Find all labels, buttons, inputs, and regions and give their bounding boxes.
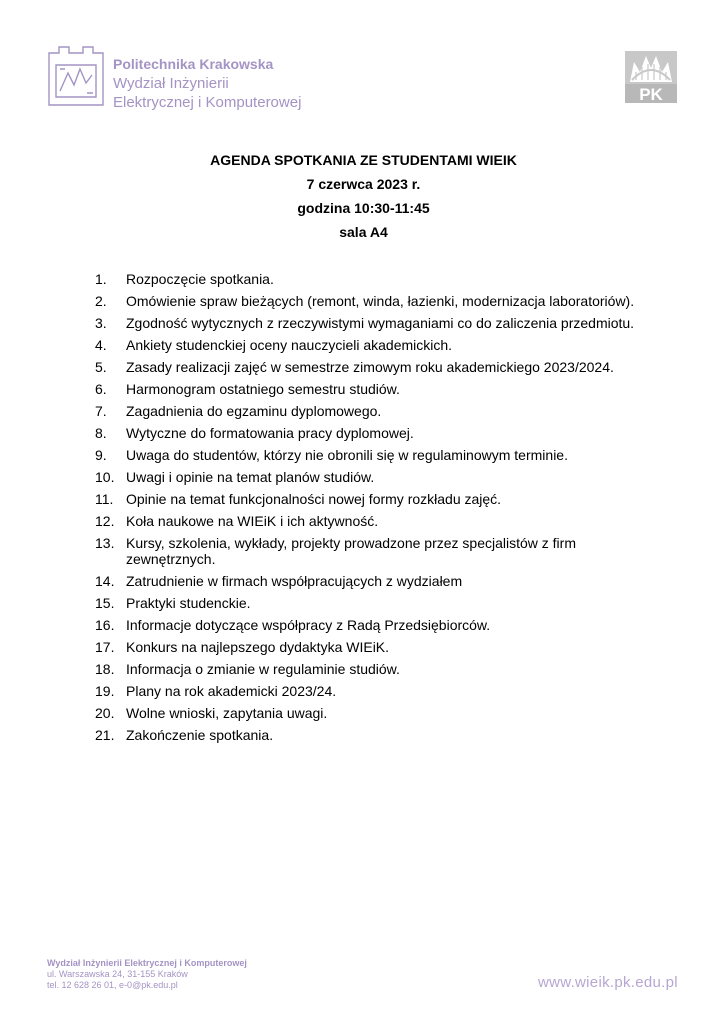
agenda-title: AGENDA SPOTKANIA ZE STUDENTAMI WIEIK: [210, 152, 517, 168]
agenda-item-text: Wytyczne do formatowania pracy dyplomowej.: [126, 425, 414, 441]
agenda-list: [0, 268, 727, 746]
university-name: Politechnika Krakowska: [113, 56, 274, 72]
agenda-item-text: Uwaga do studentów, którzy nie obronili się w regulaminowym terminie.: [126, 447, 568, 463]
faculty-name-line1: Wydział Inżynierii: [113, 75, 229, 92]
agenda-item: [0, 532, 727, 570]
agenda-item-text: Ankiety studenckiej oceny nauczycieli akademickich.: [126, 337, 453, 353]
agenda-item: [0, 378, 727, 400]
pk-logo-icon: [624, 50, 678, 104]
agenda-item-number: 8.: [95, 425, 107, 441]
agenda-item-text: Zgodność wytycznych z rzeczywistymi wymaganiami co do zaliczenia przedmiotu.: [126, 315, 635, 331]
agenda-item-text: Omówienie spraw bieżących (remont, winda, łazienki, modernizacja laboratoriów).: [126, 293, 635, 309]
agenda-item-number: 18.: [95, 661, 115, 677]
agenda-item: [0, 290, 727, 312]
agenda-item: [0, 680, 727, 702]
agenda-item-text: Opinie na temat funkcjonalności nowej formy rozkładu zajęć.: [126, 491, 502, 507]
footer-address-block: [47, 958, 247, 991]
agenda-item: [0, 724, 727, 746]
agenda-item: [0, 510, 727, 532]
faculty-name-line2: Elektrycznej i Komputerowej: [113, 94, 302, 111]
agenda-item: [0, 422, 727, 444]
agenda-item-number: 7.: [95, 403, 107, 419]
agenda-item-text: Wolne wnioski, zapytania uwagi.: [126, 705, 328, 721]
faculty-logo-icon: [47, 45, 105, 107]
agenda-item-text: Informacja o zmianie w regulaminie studiów.: [126, 661, 400, 677]
meeting-time: godzina 10:30-11:45: [297, 200, 430, 216]
agenda-item-number: 3.: [95, 315, 107, 331]
agenda-item-text: Zakończenie spotkania.: [126, 727, 274, 743]
agenda-item-text: Zatrudnienie w firmach współpracujących z wydziałem: [126, 573, 463, 589]
footer-address: ul. Warszawska 24, 31-155 Kraków: [47, 969, 188, 979]
agenda-item: [0, 444, 727, 466]
agenda-item-text: Zasady realizacji zajęć w semestrze zimowym roku akademickiego 2023/2024.: [126, 359, 614, 375]
svg-text:PK: PK: [639, 85, 663, 104]
meeting-date: 7 czerwca 2023 r.: [306, 176, 421, 192]
agenda-item-number: 1.: [95, 271, 107, 287]
agenda-item-number: 12.: [95, 513, 115, 529]
agenda-item-number: 10.: [95, 469, 115, 485]
agenda-item: [0, 312, 727, 334]
agenda-item-number: 13.: [95, 535, 115, 551]
footer-contact: tel. 12 628 26 01, e-0@pk.edu.pl: [47, 980, 178, 990]
agenda-item-text: Zagadnienia do egzaminu dyplomowego.: [126, 403, 382, 419]
agenda-item: [0, 570, 727, 592]
agenda-item: [0, 592, 727, 614]
agenda-item: [0, 334, 727, 356]
agenda-item-number: 19.: [95, 683, 115, 699]
agenda-item-number: 2.: [95, 293, 107, 309]
agenda-item: [0, 466, 727, 488]
agenda-item-number: 17.: [95, 639, 115, 655]
agenda-item-number: 11.: [95, 491, 114, 507]
agenda-item-text: Kursy, szkolenia, wykłady, projekty prowadzone przez specjalistów z firm zewnętrznych.: [126, 535, 576, 567]
agenda-item-text: Koła naukowe na WIEiK i ich aktywność.: [126, 513, 379, 529]
agenda-item-text: Praktyki studenckie.: [126, 595, 251, 611]
agenda-item: [0, 356, 727, 378]
agenda-item: [0, 702, 727, 724]
header-text-block: [113, 55, 301, 112]
agenda-item-number: 15.: [95, 595, 115, 611]
agenda-item-number: 6.: [95, 381, 107, 397]
agenda-item-number: 9.: [95, 447, 107, 463]
footer-faculty: Wydział Inżynierii Elektrycznej i Komputerowej: [47, 958, 247, 968]
agenda-item-text: Plany na rok akademicki 2023/24.: [126, 683, 337, 699]
footer-website: www.wieik.pk.edu.pl: [538, 974, 678, 991]
agenda-item-number: 4.: [95, 337, 107, 353]
agenda-item: [0, 400, 727, 422]
agenda-item-text: Harmonogram ostatniego semestru studiów.: [126, 381, 400, 397]
agenda-item-number: 20.: [95, 705, 115, 721]
agenda-item-number: 16.: [95, 617, 115, 633]
agenda-title-block: [0, 148, 727, 244]
agenda-item-number: 21.: [95, 727, 115, 743]
agenda-item: [0, 268, 727, 290]
agenda-item: [0, 488, 727, 510]
agenda-item-text: Informacje dotyczące współpracy z Radą Przedsiębiorców.: [126, 617, 491, 633]
agenda-item-number: 14.: [95, 573, 115, 589]
agenda-item-text: Uwagi i opinie na temat planów studiów.: [126, 469, 375, 485]
agenda-item-number: 5.: [95, 359, 107, 375]
meeting-room: sala A4: [339, 224, 388, 240]
agenda-item: [0, 614, 727, 636]
agenda-item: [0, 636, 727, 658]
agenda-item-text: Rozpoczęcie spotkania.: [126, 271, 274, 287]
agenda-item-text: Konkurs na najlepszego dydaktyka WIEiK.: [126, 639, 390, 655]
agenda-item: [0, 658, 727, 680]
